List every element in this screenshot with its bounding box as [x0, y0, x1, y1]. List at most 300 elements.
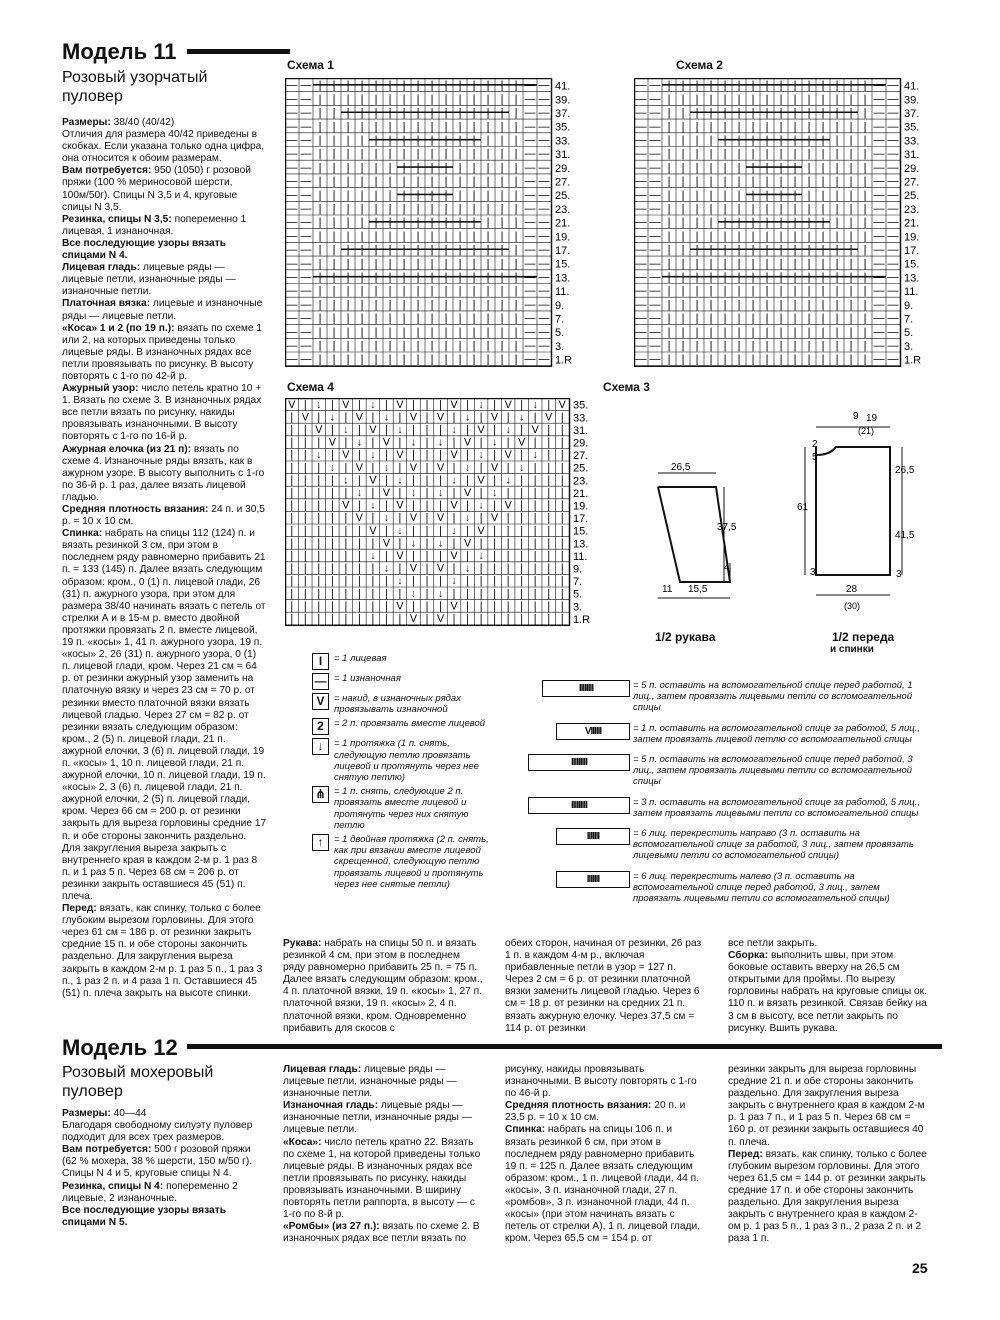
chart-stitch: —	[524, 120, 536, 133]
legend-item	[312, 786, 492, 831]
chart-stitch: ↓	[478, 499, 484, 512]
chart-stitch: —	[300, 244, 312, 257]
chart-stitch: |	[835, 189, 839, 202]
chart-stitch: |	[332, 134, 336, 147]
chart-stitch: —	[286, 148, 298, 161]
chart-row-label: 23.	[573, 475, 589, 488]
chart-stitch: —	[286, 202, 298, 215]
chart-stitch: |	[863, 339, 867, 352]
chart-stitch: |	[412, 600, 415, 613]
chart-stitch: |	[779, 148, 783, 161]
chart-stitch: —	[538, 134, 550, 147]
chart-stitch: |	[444, 312, 448, 325]
chart-stitch: |	[547, 449, 551, 462]
chart-row-label: 7.	[573, 576, 583, 589]
chart-stitch: |	[779, 230, 783, 243]
chart-stitch: |	[835, 244, 839, 257]
chart-stitch: |	[863, 93, 867, 106]
chart-stitch: |	[303, 575, 307, 588]
chart-stitch: |	[425, 436, 429, 449]
chart-scheme1	[285, 78, 605, 374]
chart-stitch: |	[807, 326, 811, 339]
chart-stitch: |	[332, 148, 336, 161]
chart-stitch: —	[635, 271, 647, 284]
chart-stitch: |	[318, 216, 322, 229]
chart-row-label: 17.	[904, 245, 920, 258]
chart-stitch: |	[398, 537, 402, 550]
chart-stitch: |	[765, 216, 769, 229]
chart-stitch: |	[486, 202, 490, 215]
chart-row-label: 9.	[904, 299, 914, 312]
chart-stitch: |	[398, 587, 402, 600]
chart-stitch: —	[538, 216, 550, 229]
chart-stitch: |	[821, 107, 825, 120]
chart-stitch: |	[472, 339, 476, 352]
chart-stitch: |	[863, 216, 867, 229]
chart-stitch: |	[520, 424, 524, 437]
chart-stitch: |	[506, 575, 510, 588]
chart-stitch: |	[452, 436, 456, 449]
chart-stitch: |	[506, 562, 510, 575]
chart-row-label: 3.	[904, 340, 914, 353]
model11-heading: Модель 11	[62, 39, 177, 64]
chart-stitch: |	[835, 326, 839, 339]
chart-stitch: —	[300, 298, 312, 311]
chart-stitch: |	[402, 353, 406, 366]
chart-stitch: |	[425, 398, 429, 411]
chart-stitch: |	[346, 93, 350, 106]
paragraph-lead: Средняя плотность вязания:	[505, 1100, 652, 1112]
chart-stitch: —	[649, 161, 661, 174]
chart-row-label: 11.	[555, 286, 570, 299]
chart-row-label: 29.	[573, 437, 589, 450]
chart-stitch: |	[695, 107, 699, 120]
paragraph-lead: Средняя плотность вязания:	[62, 504, 209, 515]
chart-stitch: V	[396, 449, 404, 462]
legend-item	[312, 693, 492, 715]
chart-stitch: |	[821, 298, 825, 311]
chart-stitch: |	[835, 298, 839, 311]
chart-stitch: |	[472, 216, 476, 229]
chart-stitch: |	[560, 512, 564, 525]
chart-row-label: 3.	[555, 340, 565, 353]
chart-stitch: |	[452, 587, 456, 600]
chart-stitch: |	[779, 93, 783, 106]
chart-stitch: —	[887, 298, 899, 311]
chart-stitch: |	[765, 120, 769, 133]
chart-stitch: |	[402, 79, 406, 92]
chart-stitch: |	[723, 175, 727, 188]
chart-stitch: —	[873, 271, 885, 284]
chart-stitch: |	[667, 216, 671, 229]
chart-stitch: |	[346, 175, 350, 188]
chart-stitch: |	[388, 216, 392, 229]
chart-stitch: |	[430, 161, 434, 174]
chart-stitch: |	[425, 449, 429, 462]
chart-stitch: |	[330, 487, 334, 500]
chart-stitch: —	[649, 244, 661, 257]
chart-stitch: ↓	[437, 537, 444, 550]
chart-stitch: |	[681, 134, 685, 147]
chart-stitch: |	[318, 285, 322, 298]
chart-stitch: —	[635, 93, 647, 106]
chart-stitch: |	[303, 562, 307, 575]
chart-stitch: |	[533, 537, 537, 550]
chart-stitch: —	[286, 298, 298, 311]
chart-stitch: |	[849, 202, 853, 215]
paragraph	[62, 165, 267, 213]
chart-stitch: |	[520, 600, 524, 613]
chart-stitch: V	[464, 436, 472, 449]
dim-body-61: 61	[797, 502, 809, 513]
chart-stitch: —	[873, 93, 885, 106]
chart-stitch: |	[303, 436, 307, 449]
model12-col1	[62, 1108, 267, 1229]
chart-stitch: |	[723, 107, 727, 120]
chart-stitch: |	[533, 613, 537, 626]
chart-stitch: |	[737, 244, 741, 257]
body-caption-1: 1/2 переда	[832, 630, 895, 644]
chart-stitch: |	[695, 285, 699, 298]
chart-stitch: |	[514, 175, 518, 188]
dim-sleeve-11: 11	[662, 584, 673, 595]
chart-row-label: 23.	[904, 203, 920, 216]
chart-stitch: |	[388, 244, 392, 257]
legend-text: = накид, в изнаночных рядах провязывать изнаночной	[334, 693, 461, 716]
chart-stitch: |	[472, 161, 476, 174]
dim-body-21: (21)	[858, 426, 875, 436]
chart-stitch: —	[300, 202, 312, 215]
chart-stitch: —	[873, 230, 885, 243]
chart-stitch: V	[342, 499, 350, 512]
chart-stitch: |	[385, 587, 388, 600]
chart-stitch: |	[765, 271, 769, 284]
chart-stitch: |	[835, 148, 839, 161]
chart-stitch: |	[821, 339, 825, 352]
chart-stitch: —	[873, 202, 885, 215]
chart-stitch: |	[430, 230, 434, 243]
chart-stitch: |	[388, 134, 392, 147]
chart-stitch: |	[751, 244, 755, 257]
chart-stitch: |	[493, 524, 497, 537]
paragraph-lead: Все последующие узоры вязать спицами N 5.	[62, 1204, 226, 1228]
chart-stitch: |	[667, 107, 671, 120]
chart-stitch: |	[346, 353, 350, 366]
chart-stitch: |	[412, 524, 415, 537]
chart-stitch: |	[849, 244, 853, 257]
chart-stitch: |	[695, 148, 699, 161]
chart-stitch: |	[303, 461, 307, 474]
chart-stitch: |	[807, 175, 811, 188]
paragraph	[505, 938, 705, 1035]
chart-stitch: —	[300, 353, 312, 366]
chart-stitch: —	[524, 312, 536, 325]
chart-stitch: |	[346, 202, 350, 215]
chart-stitch: |	[318, 298, 322, 311]
chart-stitch: |	[486, 244, 490, 257]
chart-stitch: |	[398, 613, 402, 626]
chart-stitch: |	[533, 562, 537, 575]
chart-stitch: |	[330, 424, 334, 437]
chart-stitch: |	[402, 189, 406, 202]
chart-stitch: |	[807, 271, 811, 284]
chart-stitch: |	[793, 230, 797, 243]
paragraph	[505, 1124, 705, 1245]
model12-col4	[728, 1064, 928, 1245]
paragraph-text: набрать на спицы 112 (124) п. и вязать резинкой 3 см, при этом в последнем ряду равномерно прибавить 21 п. = 133 (145) п. Далее вязать следующим образом: кром., 0 (1) п. лицевой глади, 26 (31) п. ажурного узора, при этом для размера 38/40 начинать вязать с петель от стрелки А и в 15-м р. вместо двойной протяжки провязать 2 п. вместе лицевой, 19 п. «косы» 1, 41 п. ажурного узора, 19 п. «косы» 2, 26 (31) п. ажурного узора, 0 (1) п. лицевой глади, кром. Через 21 см = 64 р. от резинки ажурный узор заменить на платочную вязку и через 23 см = 70 р. от резинки вместо платочной вязки вязать лицевой гладью. Через 27 см = 82 р. от резинки вязать следующим образом: кром., 2 (5) п. лицевой глади, 21 п. ажурной елочки, 3 (6) п. лицевой глади, 19 п. «косы» 1, 10 п. лицевой глади, 21 п. ажурной елочки, 10 п. лицевой глади, 19 п. «косы» 2, 3 (6) п. лицевой глади, 21 п. ажурной елочки, 2 (5) п. лицевой глади, кром. Через 66 см = 200 р. от резинки закрыть для выреза горловины средние 17 п. и обе стороны закончить раздельно. Для закругления выреза закрыть с внутреннего края в каждом 2-м р. 1 раз 8 п. и 1 раз 5 п. Через 68 см = 206 р. от резинки закрыть оставшиеся 45 (51) п. плеча.	[62, 528, 267, 902]
chart-stitch: |	[765, 175, 769, 188]
cable-text: = 1 п. оставить на вспомогательной спице за работой, 5 лиц., затем провязать лицевой петлю со вспомогательной спицы	[633, 722, 920, 745]
chart-stitch: |	[444, 189, 448, 202]
page-number: 25	[912, 1260, 928, 1276]
chart-stitch: ↓	[343, 474, 349, 487]
dim-sleeve-26-5: 26,5	[671, 462, 691, 473]
paragraph-lead: Вам потребуется:	[62, 165, 152, 177]
chart-stitch: |	[793, 326, 797, 339]
chart-stitch: |	[849, 353, 853, 366]
chart-stitch: |	[493, 474, 497, 487]
chart-stitch: |	[547, 436, 551, 449]
chart-stitch: |	[385, 449, 388, 462]
chart-stitch: |	[344, 524, 348, 537]
chart-stitch: |	[807, 216, 811, 229]
chart-stitch: |	[863, 120, 867, 133]
dim-body-2: 2	[812, 439, 818, 450]
chart-stitch: —	[524, 134, 536, 147]
chart-stitch: |	[458, 107, 462, 120]
chart-stitch: |	[723, 189, 727, 202]
chart-stitch: —	[300, 120, 312, 133]
chart-stitch: |	[344, 512, 348, 525]
chart-stitch: —	[286, 93, 298, 106]
chart-stitch: ↓	[397, 524, 403, 537]
chart-stitch: |	[737, 339, 741, 352]
chart-stitch: |	[388, 285, 392, 298]
chart-stitch: |	[560, 537, 564, 550]
chart-stitch: |	[412, 575, 415, 588]
chart-stitch: |	[779, 244, 783, 257]
chart-stitch: ↓	[383, 461, 390, 474]
chart-stitch: |	[807, 285, 811, 298]
chart-stitch: V	[355, 411, 363, 424]
chart-stitch: |	[398, 562, 402, 575]
chart-stitch: ↓	[464, 461, 471, 474]
chart-stitch: V	[558, 398, 566, 411]
chart-stitch: |	[821, 120, 825, 133]
chart-stitch: —	[300, 326, 312, 339]
chart-stitch: |	[500, 107, 504, 120]
chart-stitch: |	[388, 271, 392, 284]
chart-stitch: |	[374, 175, 378, 188]
chart-stitch: |	[371, 600, 375, 613]
cable-legend	[520, 680, 920, 913]
chart-stitch: |	[821, 175, 825, 188]
chart-stitch: |	[751, 175, 755, 188]
paragraph-lead: Все последующие узоры вязать спицами N 4.	[62, 237, 226, 262]
chart-stitch: |	[439, 449, 442, 462]
chart-stitch: |	[681, 202, 685, 215]
chart-row-label: 15.	[573, 525, 589, 538]
chart-stitch: —	[286, 271, 298, 284]
chart-stitch: ↓	[410, 537, 417, 550]
chart-stitch: ↓	[491, 436, 498, 449]
chart-stitch: ↓	[464, 411, 471, 424]
chart-stitch: |	[821, 79, 825, 92]
chart-stitch: |	[533, 411, 537, 424]
chart-stitch: |	[835, 339, 839, 352]
chart-stitch: V	[491, 411, 499, 424]
chart-stitch: |	[486, 271, 490, 284]
chart-stitch: |	[849, 161, 853, 174]
chart-stitch: |	[466, 575, 469, 588]
chart-stitch: |	[458, 120, 462, 133]
chart-stitch: |	[444, 285, 448, 298]
chart-stitch: |	[751, 134, 755, 147]
chart-stitch: —	[524, 257, 536, 270]
chart-stitch: |	[374, 202, 378, 215]
chart-stitch: —	[524, 339, 536, 352]
chart-stitch: |	[533, 474, 537, 487]
chart-stitch: |	[388, 107, 392, 120]
chart-stitch: |	[430, 134, 434, 147]
chart-stitch: —	[873, 326, 885, 339]
chart-stitch: |	[560, 487, 564, 500]
chart-stitch: |	[430, 285, 434, 298]
chart-stitch: |	[486, 189, 490, 202]
chart-stitch: |	[430, 93, 434, 106]
chart-stitch: |	[765, 244, 769, 257]
paragraph-text: обеих сторон, начиная от резинки, 26 раз 1 п. в каждом 4-м р., включая прибавленные петли в узор = 127 п. Через 2 см = 6 р. от резинки платочной вязки заменить лицевой гладью. Через 6 см = 18 р. от резинки на средних 21 п. вязать ажурную елочку. Через 37,5 см = 114 р. от резинки	[505, 938, 702, 1034]
chart-stitch: |	[709, 312, 713, 325]
chart-stitch: |	[360, 107, 364, 120]
chart-stitch: V	[436, 613, 445, 626]
chart-stitch: |	[486, 257, 490, 270]
chart-stitch: —	[873, 175, 885, 188]
chart-stitch: —	[635, 134, 647, 147]
chart-stitch: |	[547, 562, 551, 575]
chart-stitch: V	[450, 398, 458, 411]
chart-stitch: —	[286, 257, 298, 270]
chart-stitch: |	[412, 474, 415, 487]
chart-stitch: V	[342, 398, 350, 411]
chart-stitch: |	[695, 189, 699, 202]
paragraph	[62, 504, 267, 528]
chart-stitch: |	[360, 230, 364, 243]
paragraph-lead: «Коса» 1 и 2 (по 19 п.):	[62, 322, 175, 334]
chart-stitch: —	[635, 202, 647, 215]
chart-stitch: |	[520, 524, 524, 537]
chart-stitch: —	[300, 93, 312, 106]
chart-stitch: |	[425, 411, 429, 424]
chart-stitch: |	[346, 271, 350, 284]
chart-stitch: ↓	[464, 512, 471, 525]
chart-stitch: V	[396, 600, 404, 613]
chart-row-label: 21.	[555, 217, 571, 230]
paragraph-lead: Платочная вязка:	[62, 298, 151, 310]
chart-stitch: |	[667, 148, 671, 161]
chart-stitch: V	[436, 562, 445, 575]
chart-stitch: |	[547, 550, 551, 563]
chart-stitch: |	[793, 175, 797, 188]
chart-stitch: |	[737, 189, 741, 202]
paragraph	[62, 903, 267, 1000]
chart-stitch: |	[303, 600, 307, 613]
chart-stitch: V	[436, 512, 445, 525]
chart-stitch: |	[737, 134, 741, 147]
chart-stitch: |	[472, 244, 476, 257]
chart-stitch: |	[385, 550, 388, 563]
chart-stitch: |	[667, 244, 671, 257]
paragraph-lead: Размеры:	[62, 117, 111, 128]
chart-stitch: |	[374, 93, 378, 106]
chart-stitch: |	[849, 79, 853, 92]
chart-stitch: |	[520, 613, 524, 626]
chart-stitch: |	[506, 537, 510, 550]
chart-stitch: |	[695, 161, 699, 174]
chart-stitch: —	[635, 175, 647, 188]
chart-row-label: 31.	[904, 149, 920, 162]
chart-stitch: |	[458, 175, 462, 188]
chart-stitch: |	[500, 120, 504, 133]
chart-stitch: |	[835, 134, 839, 147]
chart-stitch: |	[765, 134, 769, 147]
chart-stitch: |	[360, 339, 364, 352]
chart-stitch: |	[849, 107, 853, 120]
chart-stitch: |	[500, 353, 504, 366]
chart-stitch: V	[518, 436, 526, 449]
chart-stitch: |	[486, 285, 490, 298]
chart-stitch: —	[649, 120, 661, 133]
chart-stitch: V	[504, 449, 512, 462]
cable-text: = 5 п. оставить на вспомогательной спице перед работой, 3 лиц., затем провязать лицевыми петли со вспомогательной спицы	[633, 754, 913, 788]
paragraph-text: лицевые ряды — изнаночные петли, изнаночные ряды — лицевые петли.	[283, 1100, 472, 1136]
chart-stitch: |	[849, 312, 853, 325]
cable-text: = 5 п. оставить на вспомогательной спице перед работой, 1 лиц., затем провязать лицевыми петли со вспомогательной спицы	[633, 680, 913, 714]
chart-row-label: 27.	[573, 450, 589, 463]
paragraph-text: набрать на спицы 50 п. и вязать резинкой 4 см, при этом в последнем ряду равномерно прибавить 25 п. = 75 п. Далее вязать следующим образом: кром., 4 п. платочной вязки, 19 п. «косы» 1, 27 п. платочной вязки, 19 п. «косы» 2, 4 п. платочной вязки, кром. Одновременно прибавить для скосов с	[283, 938, 483, 1034]
chart-stitch: |	[360, 312, 364, 325]
chart-stitch: |	[346, 134, 350, 147]
chart-stitch: |	[493, 424, 497, 437]
chart-stitch: |	[330, 587, 334, 600]
chart-stitch: |	[318, 93, 322, 106]
chart-stitch: |	[709, 93, 713, 106]
chart-stitch: —	[649, 134, 661, 147]
chart-stitch: |	[835, 285, 839, 298]
chart-stitch: |	[317, 474, 321, 487]
chart-stitch: |	[560, 461, 564, 474]
chart-stitch: |	[835, 175, 839, 188]
chart-stitch: |	[360, 244, 364, 257]
chart-row-label: 19.	[573, 500, 589, 513]
chart-stitch: |	[863, 148, 867, 161]
chart-stitch: |	[493, 562, 497, 575]
chart-row-label: 31.	[555, 149, 571, 162]
chart-stitch: ↓	[505, 424, 511, 437]
chart-stitch: |	[425, 587, 429, 600]
chart-stitch: |	[346, 312, 350, 325]
chart-stitch: |	[807, 107, 811, 120]
chart-stitch: |	[479, 562, 483, 575]
chart-stitch: —	[887, 148, 899, 161]
chart-stitch: |	[849, 285, 853, 298]
chart-stitch: V	[396, 499, 404, 512]
chart-stitch: —	[524, 326, 536, 339]
body-caption-2: и спинки	[830, 644, 874, 655]
chart-stitch: |	[737, 79, 741, 92]
chart-stitch: |	[863, 326, 867, 339]
chart-stitch: |	[452, 461, 456, 474]
